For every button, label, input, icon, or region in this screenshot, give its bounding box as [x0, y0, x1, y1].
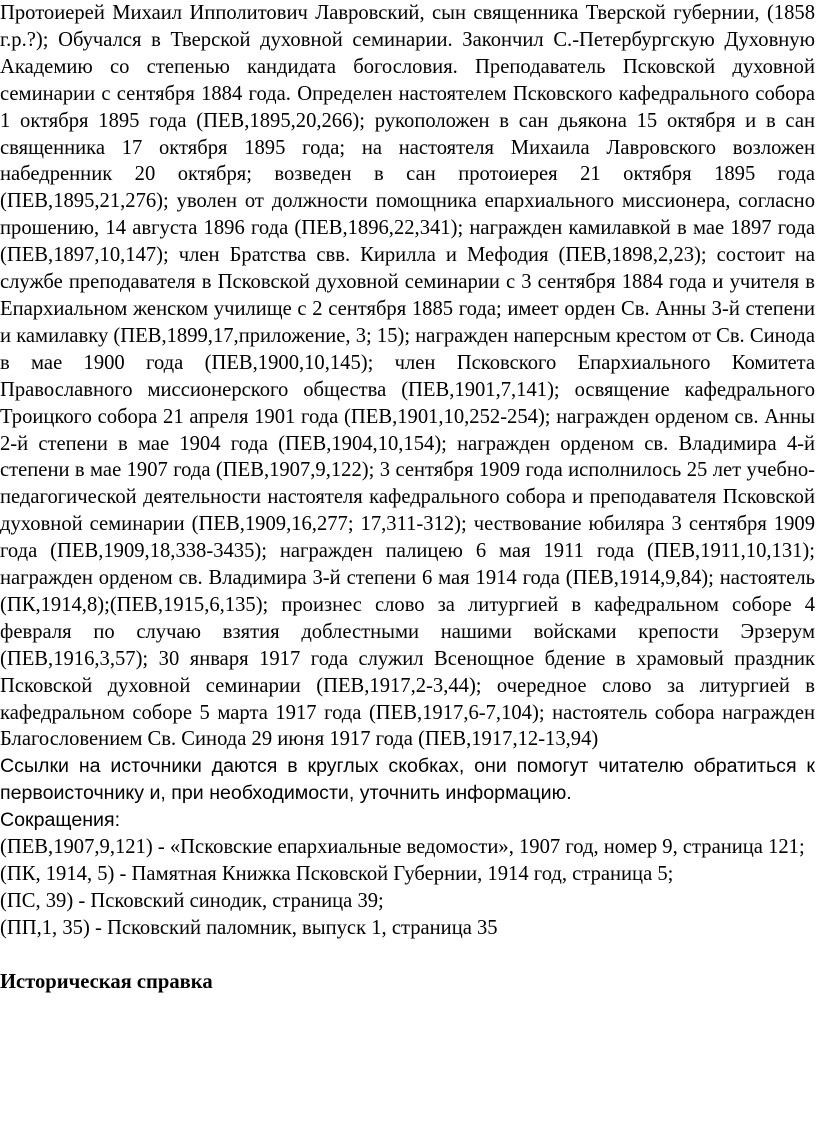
- abbreviation-item-pev: (ПЕВ,1907,9,121) - «Псковские епархиальные ведомости», 1907 год, номер 9, страница 121;: [0, 836, 805, 859]
- abbreviations-list: [0, 834, 815, 942]
- section-heading: Историческая справка: [0, 970, 213, 993]
- biography-paragraph: Протоиерей Михаил Ипполитович Лавровский, сын священника Тверской губернии, (1858 г.р.?); Обучался в Тверской духовной семинарии. Закончил С.-Петербургскую Духовную Академию со степенью кандидата богословия. Преподаватель Псковской духовной семинарии с сентября 1884 года. Определен настоятелем Псковского кафедрального собора 1 октября 1895 года (ПЕВ,1895,20,266); рукоположен в сан дьякона 15 октября и в сан священника 17 октября 1895 года; на настоятеля Михаила Лавровского возложен набедренник 20 октября; возведен в сан протоиерея 21 октября 1895 года (ПЕВ,1895,21,276); уволен от должности помощника епархиального миссионера, согласно прошению, 14 августа 1896 года (ПЕВ,1896,22,341); награжден камилавкой в мае 1897 года (ПЕВ,1897,10,147); член Братства свв. Кирилла и Мефодия (ПЕВ,1898,2,23); состоит на службе преподавателя в Псковской духовной семинарии с 3 сентября 1884 года и учителя в Епархиальном женском училище с 2 сентября 1885 года; имеет орден Св. Анны 3-й степени и камилавку (ПЕВ,1899,17,приложение, 3; 15); награжден наперсным крестом от Св. Синода в мае 1900 года (ПЕВ,1900,10,145); член Псковского Епархиального Комитета Православного миссионерского общества (ПЕВ,1901,7,141); освящение кафедрального Троицкого собора 21 апреля 1901 года (ПЕВ,1901,10,252-254); награжден орденом св. Анны 2-й степени в мае 1904 года (ПЕВ,1904,10,154); награжден орденом св. Владимира 4-й степени в мае 1907 года (ПЕВ,1907,9,122); 3 сентября 1909 года исполнилось 25 лет учебно-педагогической деятельности настоятеля кафедрального собора и преподавателя Псковской духовной семинарии (ПЕВ,1909,16,277; 17,311-312); чествование юбиляра 3 сентября 1909 года (ПЕВ,1909,18,338-3435); награжден палицею 6 мая 1911 года (ПЕВ,1911,10,131); награжден орденом св. Владимира 3-й степени 6 мая 1914 года (ПЕВ,1914,9,84); настоятель (ПК,1914,8);(ПЕВ,1915,6,135); произнес слово за литургией в кафедральном соборе 4 февраля по случаю взятия доблестными нашими войсками крепости Эрзерум (ПЕВ,1916,3,57); 30 января 1917 года служил Всенощное бдение в храмовый праздник Псковской духовной семинарии (ПЕВ,1917,2-3,44); очередное слово за литургией в кафедральном соборе 5 марта 1917 года (ПЕВ,1917,6-7,104); настоятель собора награжден Благословением Св. Синода 29 июня 1917 года (ПЕВ,1917,12-13,94): [0, 2, 815, 751]
- abbreviations-title: Сокращения:: [0, 809, 121, 832]
- section-spacer: [0, 942, 815, 969]
- abbreviations-block: [0, 807, 815, 942]
- abbreviation-item-ps: (ПС, 39) - Псковский синодик, страница 39;: [0, 889, 384, 912]
- sources-note: Ссылки на источники даются в круглых скобках, они помогут читателю обратиться к первоисточнику и, при необходимости, уточнить информацию.: [0, 755, 815, 805]
- abbreviation-item-pp: (ПП,1, 35) - Псковский паломник, выпуск 1, страница 35: [0, 916, 498, 939]
- abbreviation-item-pk: (ПК, 1914, 5) - Памятная Книжка Псковской Губернии, 1914 год, страница 5;: [0, 863, 674, 885]
